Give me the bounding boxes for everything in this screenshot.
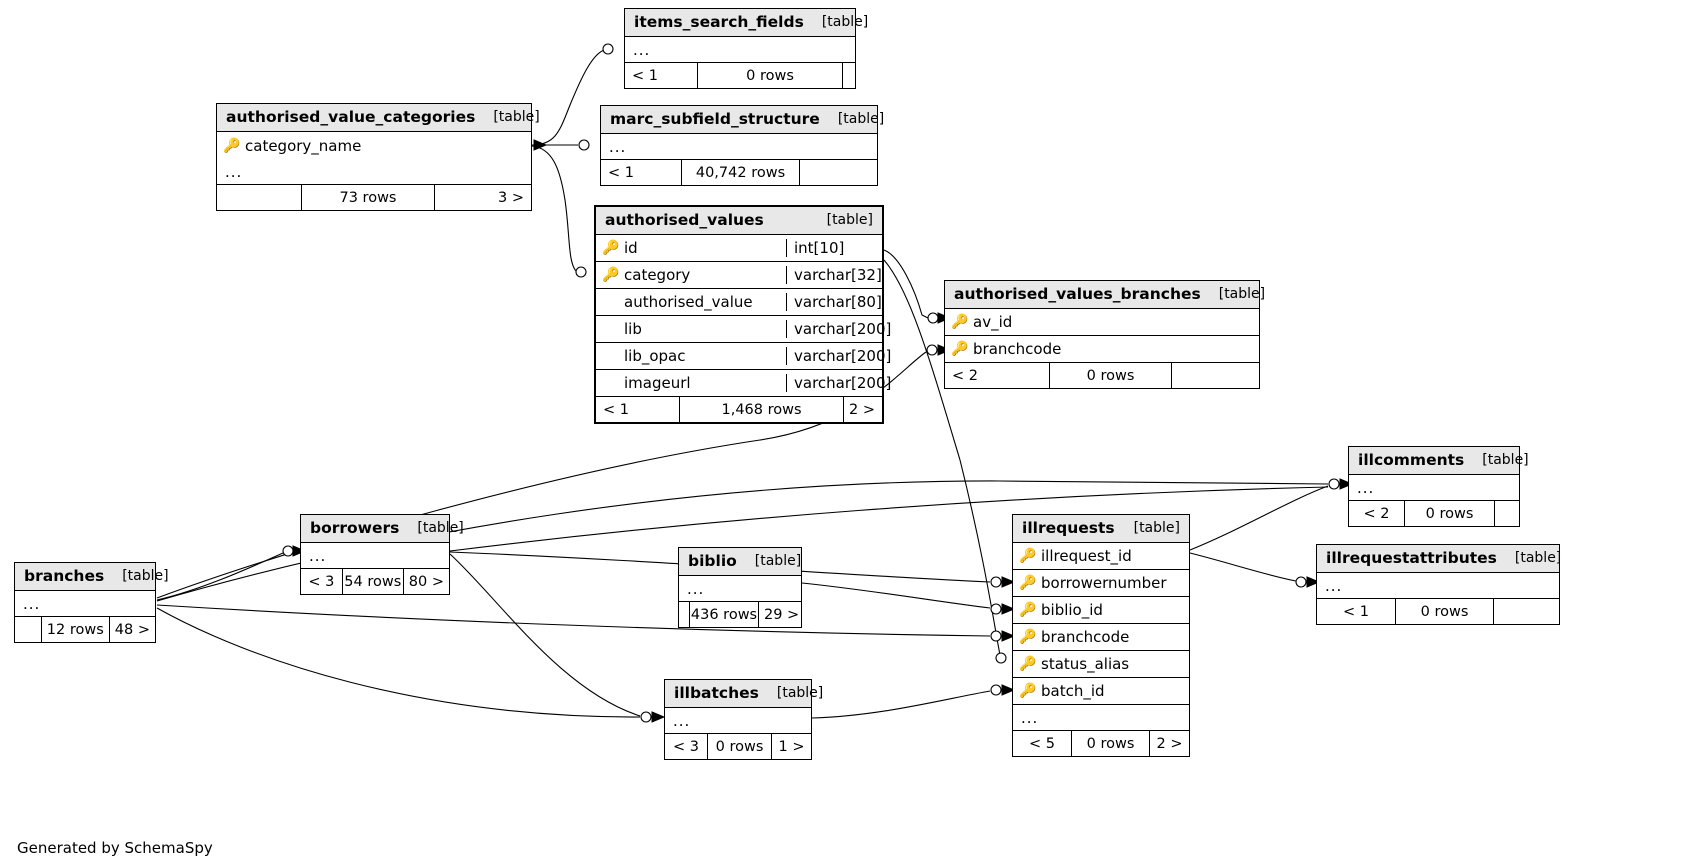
- table-row[interactable]: [1013, 597, 1189, 624]
- columns-ellipsis: ...: [1013, 705, 1189, 731]
- footer-incoming: [217, 185, 301, 210]
- table-footer: [596, 397, 882, 422]
- primary-key-icon: 🔑: [602, 240, 620, 256]
- table-row[interactable]: [1013, 651, 1189, 678]
- table-footer: [679, 602, 801, 627]
- footer-rowcount: 436 rows: [689, 602, 758, 627]
- table-header: [625, 9, 869, 37]
- table-header: [601, 106, 885, 134]
- columns-ellipsis: ...: [625, 37, 855, 63]
- footer-incoming: < 1: [632, 67, 658, 84]
- footer-outgoing: [799, 160, 877, 185]
- footer-incoming: [679, 602, 689, 627]
- footer-outgoing: 2 >: [843, 397, 882, 422]
- column-type: varchar[200]: [786, 320, 882, 338]
- footer-rowcount: 0 rows: [1049, 363, 1171, 388]
- column-name: branchcode: [973, 340, 1062, 358]
- generated-by-credit: Generated by SchemaSpy: [17, 839, 213, 857]
- table-row[interactable]: [596, 370, 892, 397]
- table-title: authorised_values: [605, 211, 764, 229]
- table-footer: [665, 734, 811, 759]
- table-columns: [596, 235, 892, 397]
- table-authorised_values_branches[interactable]: [944, 280, 1266, 389]
- footer-outgoing: 48 >: [109, 617, 155, 642]
- table-tag: [table]: [1514, 550, 1562, 566]
- column-name: av_id: [973, 313, 1013, 331]
- column-name: batch_id: [1041, 682, 1105, 700]
- table-header: [301, 515, 464, 543]
- table-illrequests[interactable]: [1012, 514, 1190, 757]
- table-header: [665, 680, 824, 708]
- foreign-key-icon: 🔑: [1019, 683, 1037, 699]
- table-marc_subfield_structure[interactable]: [600, 105, 885, 186]
- table-tag: [table]: [776, 685, 824, 701]
- table-columns: [945, 309, 1259, 363]
- footer-outgoing: 1 >: [771, 734, 811, 759]
- table-row[interactable]: [945, 336, 1259, 363]
- table-columns: [217, 132, 531, 159]
- footer-rowcount: 12 rows: [41, 617, 109, 642]
- columns-ellipsis: ...: [15, 591, 155, 617]
- footer-rowcount: 54 rows: [342, 569, 403, 594]
- table-row[interactable]: [1013, 678, 1189, 705]
- table-tag: [table]: [754, 553, 802, 569]
- column-name: category: [624, 266, 691, 284]
- table-header: [217, 104, 540, 132]
- table-tag: [table]: [837, 111, 885, 127]
- column-type: varchar[80]: [786, 293, 882, 311]
- table-tag: [table]: [417, 520, 464, 536]
- column-name: lib: [624, 320, 642, 338]
- column-name: branchcode: [1041, 628, 1130, 646]
- footer-outgoing: 80 >: [403, 569, 449, 594]
- table-authorised_value_categories[interactable]: [216, 103, 540, 211]
- footer-incoming: < 5: [1029, 735, 1055, 752]
- footer-incoming: < 2: [1363, 505, 1390, 522]
- table-footer: [1317, 599, 1559, 624]
- table-header: [945, 281, 1266, 309]
- table-row[interactable]: [596, 235, 882, 262]
- no-key-icon: [602, 322, 617, 336]
- primary-key-icon: 🔑: [1019, 548, 1037, 564]
- column-name: id: [624, 239, 638, 257]
- table-illcomments[interactable]: [1348, 446, 1529, 527]
- footer-incoming: < 3: [673, 738, 699, 755]
- column-name: authorised_value: [624, 293, 753, 311]
- table-header: [679, 548, 801, 576]
- table-footer: [15, 617, 155, 642]
- table-header: [15, 563, 169, 591]
- table-tag: [table]: [1133, 520, 1180, 536]
- foreign-key-icon: 🔑: [951, 341, 969, 357]
- footer-incoming: < 3: [308, 573, 335, 590]
- table-header: [1013, 515, 1189, 543]
- column-name: status_alias: [1041, 655, 1130, 673]
- table-tag: [table]: [1482, 452, 1529, 468]
- column-type: int[10]: [786, 239, 882, 257]
- foreign-key-icon: 🔑: [602, 267, 620, 283]
- table-header: [1317, 545, 1562, 573]
- table-footer: [601, 160, 877, 185]
- foreign-key-icon: 🔑: [1019, 602, 1037, 618]
- table-title: illrequestattributes: [1326, 549, 1497, 567]
- footer-incoming: [15, 617, 41, 642]
- table-row[interactable]: [596, 343, 892, 370]
- column-name: imageurl: [624, 374, 691, 392]
- footer-rowcount: 0 rows: [697, 63, 842, 88]
- table-items_search_fields[interactable]: [624, 8, 869, 89]
- footer-outgoing: [1493, 599, 1559, 624]
- column-type: varchar[200]: [786, 347, 882, 365]
- footer-outgoing: 3 >: [434, 185, 531, 210]
- footer-incoming: < 1: [1343, 603, 1369, 620]
- table-footer: [301, 569, 449, 594]
- table-title: illbatches: [674, 684, 759, 702]
- table-title: branches: [24, 567, 105, 585]
- foreign-key-icon: 🔑: [951, 314, 969, 330]
- footer-outgoing: [842, 63, 855, 88]
- table-row[interactable]: [1013, 570, 1189, 597]
- foreign-key-icon: 🔑: [1019, 575, 1037, 591]
- table-tag: [table]: [826, 212, 873, 228]
- table-header: [596, 207, 882, 235]
- columns-ellipsis: ...: [601, 134, 877, 160]
- table-row[interactable]: [1013, 543, 1189, 570]
- footer-rowcount: 0 rows: [707, 734, 771, 759]
- table-row[interactable]: [217, 132, 531, 159]
- footer-rowcount: 0 rows: [1404, 501, 1494, 526]
- foreign-key-icon: 🔑: [1019, 629, 1037, 645]
- table-title: authorised_values_branches: [954, 285, 1201, 303]
- table-illrequestattributes[interactable]: [1316, 544, 1560, 625]
- footer-outgoing: 2 >: [1149, 731, 1189, 756]
- table-row[interactable]: [596, 289, 882, 316]
- footer-outgoing: 29 >: [758, 602, 804, 627]
- table-tag: [table]: [821, 14, 869, 30]
- table-row[interactable]: [945, 309, 1259, 336]
- footer-incoming: < 1: [608, 164, 634, 181]
- table-title: authorised_value_categories: [226, 108, 476, 126]
- columns-ellipsis: ...: [301, 543, 449, 569]
- footer-incoming: < 1: [603, 401, 629, 418]
- column-type: varchar[32]: [786, 266, 882, 284]
- column-name: category_name: [245, 136, 362, 155]
- columns-ellipsis: ...: [1349, 475, 1519, 501]
- table-row[interactable]: [596, 316, 892, 343]
- column-name: biblio_id: [1041, 601, 1103, 619]
- foreign-key-icon: 🔑: [1019, 656, 1037, 672]
- footer-rowcount: 1,468 rows: [679, 397, 843, 422]
- table-footer: [1349, 501, 1519, 526]
- table-illbatches[interactable]: [664, 679, 824, 760]
- table-tag: [table]: [122, 568, 169, 584]
- columns-ellipsis: ...: [217, 159, 531, 185]
- table-authorised_values[interactable]: [594, 205, 892, 424]
- footer-outgoing: [1494, 501, 1519, 526]
- table-biblio[interactable]: [678, 547, 802, 628]
- table-tag: [table]: [493, 109, 540, 125]
- table-footer: [625, 63, 855, 88]
- table-title: borrowers: [310, 519, 400, 537]
- footer-outgoing: [1171, 363, 1259, 388]
- table-title: illrequests: [1022, 519, 1115, 537]
- primary-key-icon: 🔑: [223, 137, 241, 154]
- table-columns: [1013, 543, 1189, 705]
- no-key-icon: [602, 376, 617, 390]
- no-key-icon: [602, 349, 617, 363]
- table-title: illcomments: [1358, 451, 1465, 469]
- columns-ellipsis: ...: [1317, 573, 1559, 599]
- columns-ellipsis: ...: [679, 576, 801, 602]
- table-borrowers[interactable]: [300, 514, 464, 595]
- table-tag: [table]: [1218, 286, 1266, 302]
- footer-rowcount: 73 rows: [301, 185, 434, 210]
- table-title: items_search_fields: [634, 13, 804, 31]
- columns-ellipsis: ...: [665, 708, 811, 734]
- no-key-icon: [602, 295, 617, 309]
- table-header: [1349, 447, 1529, 475]
- footer-rowcount: 0 rows: [1071, 731, 1149, 756]
- footer-rowcount: 40,742 rows: [681, 160, 799, 185]
- table-row[interactable]: [596, 262, 882, 289]
- table-row[interactable]: [1013, 624, 1189, 651]
- footer-incoming: < 2: [952, 367, 978, 384]
- table-footer: [1013, 731, 1189, 756]
- table-title: biblio: [688, 552, 737, 570]
- footer-rowcount: 0 rows: [1395, 599, 1493, 624]
- column-type: varchar[200]: [786, 374, 882, 392]
- table-title: marc_subfield_structure: [610, 110, 820, 128]
- column-name: illrequest_id: [1041, 547, 1132, 565]
- column-name: borrowernumber: [1041, 574, 1167, 592]
- column-name: lib_opac: [624, 347, 686, 365]
- table-branches[interactable]: [14, 562, 169, 643]
- table-footer: [945, 363, 1259, 388]
- table-footer: [217, 185, 531, 210]
